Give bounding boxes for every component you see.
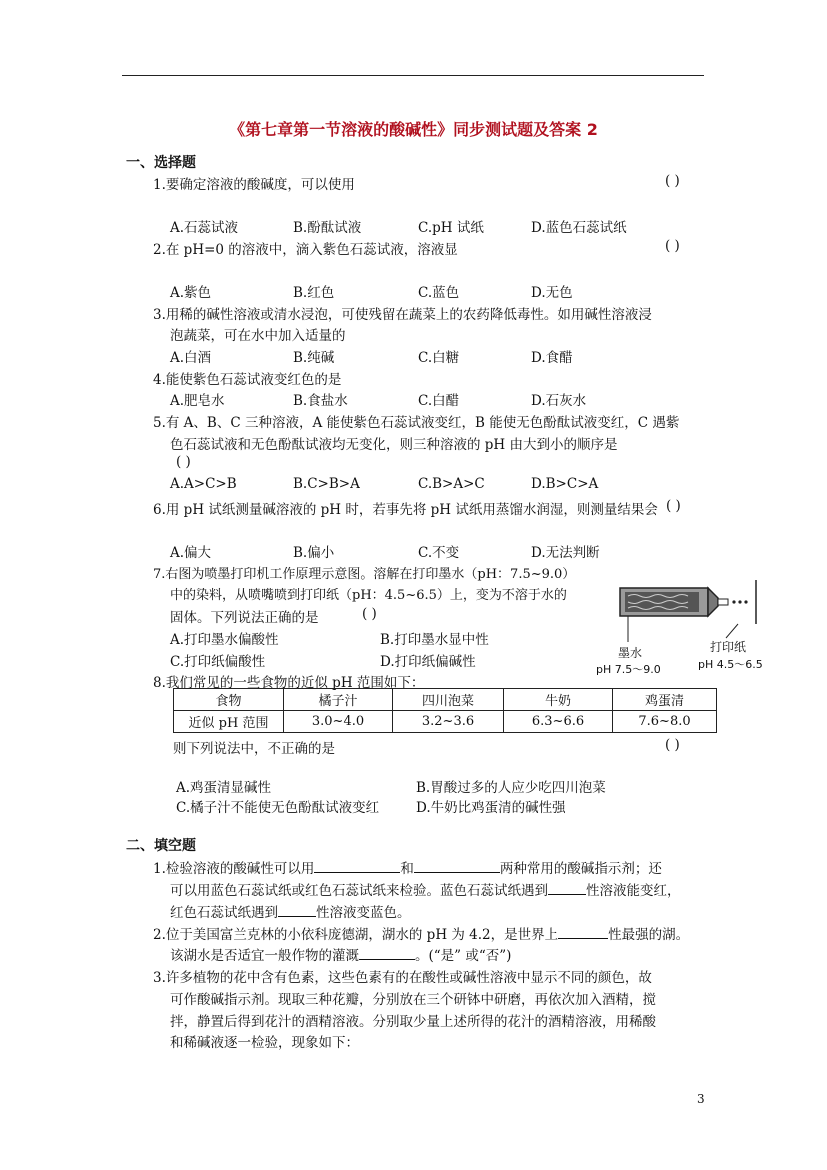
f3-line1: 3.许多植物的花中含有色素，这些色素有的在酸性或碱性溶液中显示不同的颜色，故 (153, 970, 652, 986)
table-header-row (174, 689, 717, 711)
f1-line1 (153, 857, 662, 877)
q6-option-b: B.偏小 (293, 545, 335, 561)
q6-text: 6.用 pH 试纸测量碱溶液的 pH 时，若事先将 pH 试纸用蒸馏水润湿，则测量结果会 (153, 502, 658, 518)
q8-answer-paren: ( ) (665, 737, 680, 753)
page-title: 《第七章第一节溶液的酸碱性》同步测试题及答案 2 (229, 120, 598, 139)
f1-blank-1[interactable] (314, 858, 400, 873)
f3-line4: 和稀碱液逐一检验，现象如下： (170, 1035, 359, 1051)
f1-text-b: 和 (400, 861, 414, 877)
q7-option-a: A.打印墨水偏酸性 (170, 632, 279, 648)
q3-option-b: B.纯碱 (293, 350, 335, 366)
q3-option-c: C.白糖 (418, 350, 460, 366)
table-cell: 食物 (174, 689, 284, 711)
q5-option-d: D.B>C>A (531, 476, 599, 492)
f1-text-d: 可以用蓝色石蕊试纸或红色石蕊试纸来检验。蓝色石蕊试纸遇到 (170, 883, 548, 899)
q4-option-a: A.肥皂水 (170, 393, 225, 409)
f3-line2: 可作酸碱指示剂。现取三种花瓣，分别放在三个研钵中研磨，再依次加入酒精，搅 (170, 992, 656, 1008)
q6-option-c: C.不变 (418, 545, 460, 561)
f2-text-a: 2.位于美国富兰克林的小依科庞德湖，湖水的 pH 为 4.2，是世界上 (153, 927, 559, 943)
section-fill-heading: 二、填空题 (126, 838, 196, 854)
q1-option-c: C.pH 试纸 (418, 220, 484, 236)
q2-option-d: D.无色 (531, 285, 573, 301)
q1-answer-paren: ( ) (665, 173, 680, 189)
q8-option-c: C.橘子汁不能使无色酚酞试液变红 (176, 800, 380, 816)
f1-text-f: 红色石蕊试纸遇到 (170, 905, 278, 921)
q7-line3: 固体。下列说法正确的是 (170, 610, 319, 626)
q3-option-a: A.白酒 (170, 350, 212, 366)
f2-text-b: 性最强的湖。 (608, 927, 690, 943)
table-cell: 3.0~4.0 (284, 711, 393, 733)
table-cell: 6.3~6.6 (504, 711, 613, 733)
q6-option-d: D.无法判断 (531, 545, 600, 561)
table-cell: 3.2~3.6 (393, 711, 504, 733)
f1-blank-3[interactable] (548, 880, 586, 895)
q3-option-d: D.食醋 (531, 350, 573, 366)
f2-blank-1[interactable] (558, 924, 608, 939)
q3-line2: 泡蔬菜，可在水中加入适量的 (170, 328, 346, 344)
q2-option-b: B.红色 (293, 285, 335, 301)
q2-text: 2.在 pH=0 的溶液中，滴入紫色石蕊试液，溶液显 (153, 242, 458, 258)
q4-option-b: B.食盐水 (293, 393, 348, 409)
inkjet-printer-figure (596, 578, 768, 676)
q1-option-a: A.石蕊试液 (170, 220, 239, 236)
ink-ph-label: pH 7.5～9.0 (596, 663, 661, 676)
f2-line1 (153, 923, 689, 943)
f1-text-e: 性溶液能变红， (586, 883, 681, 899)
table-row (174, 711, 717, 733)
q5-line2: 色石蕊试液和无色酚酞试液均无变化，则三种溶液的 pH 由大到小的顺序是 (170, 437, 618, 453)
q2-option-c: C.蓝色 (418, 285, 460, 301)
f1-text-a: 1.检验溶液的酸碱性可以用 (153, 861, 315, 877)
q5-option-c: C.B>A>C (418, 476, 485, 492)
f2-text-c: 该湖水是否适宜一般作物的灌溉 (170, 948, 359, 964)
section-choice-heading: 一、选择题 (126, 155, 196, 171)
table-cell: 7.6~8.0 (613, 711, 717, 733)
f1-line2 (170, 879, 681, 899)
q8-option-b: B.胃酸过多的人应少吃四川泡菜 (416, 780, 606, 796)
table-cell: 近似 pH 范围 (174, 711, 284, 733)
q1-option-d: D.蓝色石蕊试纸 (531, 220, 627, 236)
q4-option-c: C.白醋 (418, 393, 460, 409)
q2-answer-paren: ( ) (665, 238, 680, 254)
q5-answer-paren: ( ) (176, 454, 191, 470)
ink-label: 墨水 (618, 646, 643, 660)
q8-option-a: A.鸡蛋清显碱性 (176, 780, 272, 796)
q7-answer-paren: ( ) (362, 606, 377, 622)
f1-blank-2[interactable] (414, 858, 500, 873)
q7-option-b: B.打印墨水显中性 (380, 632, 489, 648)
q3-line1: 3.用稀的碱性溶液或清水浸泡，可使残留在蔬菜上的农药降低毒性。如用碱性溶液浸 (153, 307, 652, 323)
f2-line2 (170, 944, 511, 964)
table-cell: 牛奶 (504, 689, 613, 711)
header-rule (122, 75, 704, 76)
q1-text: 1.要确定溶液的酸碱度，可以使用 (153, 177, 355, 193)
q8-option-d: D.牛奶比鸡蛋清的碱性强 (416, 800, 566, 816)
q7-option-c: C.打印纸偏酸性 (170, 654, 266, 670)
page-number: 3 (697, 1092, 705, 1106)
q7-line1: 7.右图为喷墨打印机工作原理示意图。溶解在打印墨水（pH：7.5~9.0） (153, 567, 576, 582)
table-cell: 四川泡菜 (393, 689, 504, 711)
q7-option-d: D.打印纸偏碱性 (380, 654, 476, 670)
q1-option-b: B.酚酞试液 (293, 220, 362, 236)
q5-line1: 5.有 A、B、C 三种溶液，A 能使紫色石蕊试液变红，B 能使无色酚酞试液变红，C 遇紫 (153, 415, 680, 431)
table-cell: 鸡蛋清 (613, 689, 717, 711)
q7-line2: 中的染料，从喷嘴喷到打印纸（pH：4.5~6.5）上，变为不溶于水的 (170, 588, 567, 603)
q6-option-a: A.偏大 (170, 545, 212, 561)
f1-blank-4[interactable] (278, 902, 316, 917)
f1-text-c: 两种常用的酸碱指示剂；还 (499, 861, 662, 877)
q4-option-d: D.石灰水 (531, 393, 587, 409)
q6-answer-paren: ( ) (666, 498, 681, 514)
table-cell: 橘子汁 (284, 689, 393, 711)
q4-text: 4.能使紫色石蕊试液变红色的是 (153, 372, 342, 388)
q8-text: 8.我们常见的一些食物的近似 pH 范围如下： (153, 675, 425, 691)
q5-option-a: A.A>C>B (170, 476, 237, 492)
paper-label: 打印纸 (710, 640, 747, 654)
f2-text-d: 。(“是” 或“否”) (415, 948, 512, 964)
q2-option-a: A.紫色 (170, 285, 212, 301)
q8-after-text: 则下列说法中，不正确的是 (173, 741, 335, 757)
f1-text-g: 性溶液变蓝色。 (316, 905, 411, 921)
q5-option-b: B.C>B>A (293, 476, 360, 492)
f1-line3 (170, 901, 411, 921)
food-ph-table (173, 688, 717, 733)
f3-line3: 拌，静置后得到花汁的酒精溶液。分别取少量上述所得的花汁的酒精溶液，用稀酸 (170, 1014, 656, 1030)
f2-blank-2[interactable] (359, 945, 415, 960)
paper-ph-label: pH 4.5～6.5 (698, 658, 763, 671)
